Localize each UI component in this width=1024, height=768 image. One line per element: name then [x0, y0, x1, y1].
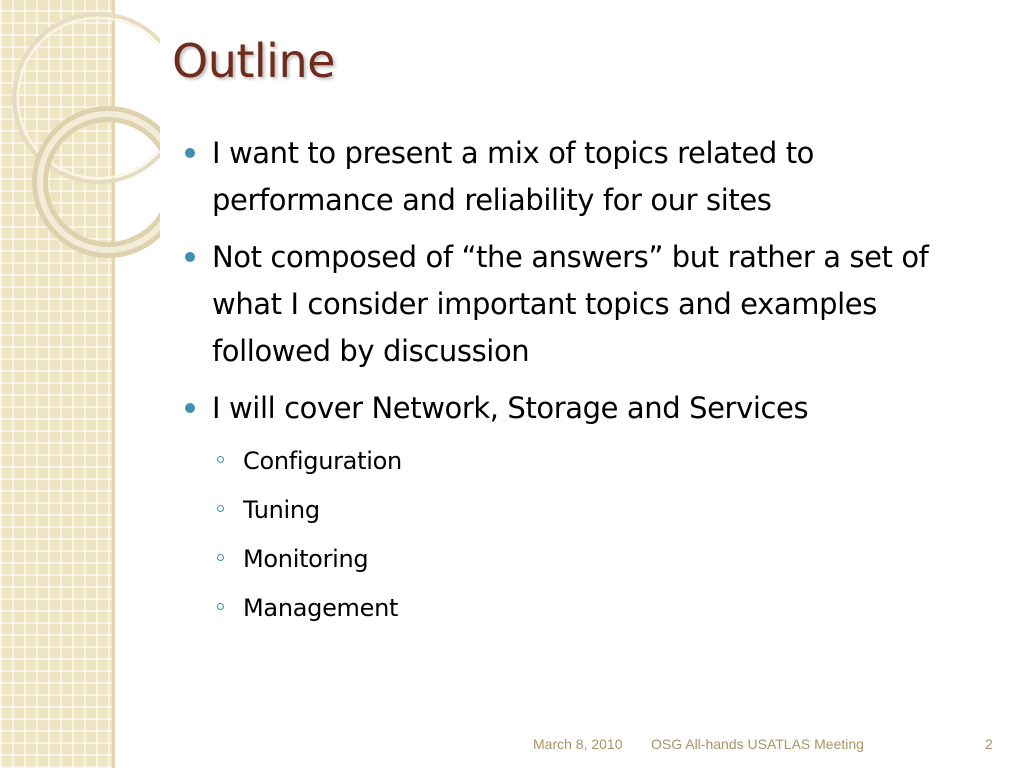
bullet-item — [180, 385, 980, 432]
footer-page-number: 2 — [985, 736, 993, 752]
sub-bullet-text: Configuration — [243, 447, 402, 475]
sub-bullet-item — [180, 593, 980, 623]
sub-bullet-circle-icon — [217, 554, 224, 561]
sub-bullet-circle-icon — [217, 603, 224, 610]
decorative-rings — [0, 0, 160, 260]
footer-event: OSG All-hands USATLAS Meeting — [651, 736, 864, 752]
bullet-text: I will cover Network, Storage and Services — [212, 391, 809, 425]
slide-title: Outline — [172, 34, 335, 88]
sub-bullet-item — [180, 446, 980, 476]
sub-bullet-text: Monitoring — [243, 545, 369, 573]
sub-bullet-item — [180, 544, 980, 574]
sub-bullet-text: Management — [243, 594, 399, 622]
bullet-item — [180, 130, 980, 224]
bullet-item — [180, 234, 980, 375]
sub-bullet-circle-icon — [217, 456, 224, 463]
bullet-dot-icon — [185, 252, 195, 262]
bullet-text: Not composed of “the answers” but rather a set of what I consider important topics and examples followed by discussion — [212, 240, 929, 368]
sub-bullet-item — [180, 495, 980, 525]
slide-content — [180, 130, 980, 642]
sub-bullet-text: Tuning — [243, 496, 320, 524]
bullet-dot-icon — [185, 148, 195, 158]
sub-bullet-circle-icon — [217, 505, 224, 512]
footer-date: March 8, 2010 — [533, 736, 623, 752]
bullet-text: I want to present a mix of topics related to performance and reliability for our sites — [212, 136, 815, 217]
bullet-dot-icon — [185, 403, 195, 413]
